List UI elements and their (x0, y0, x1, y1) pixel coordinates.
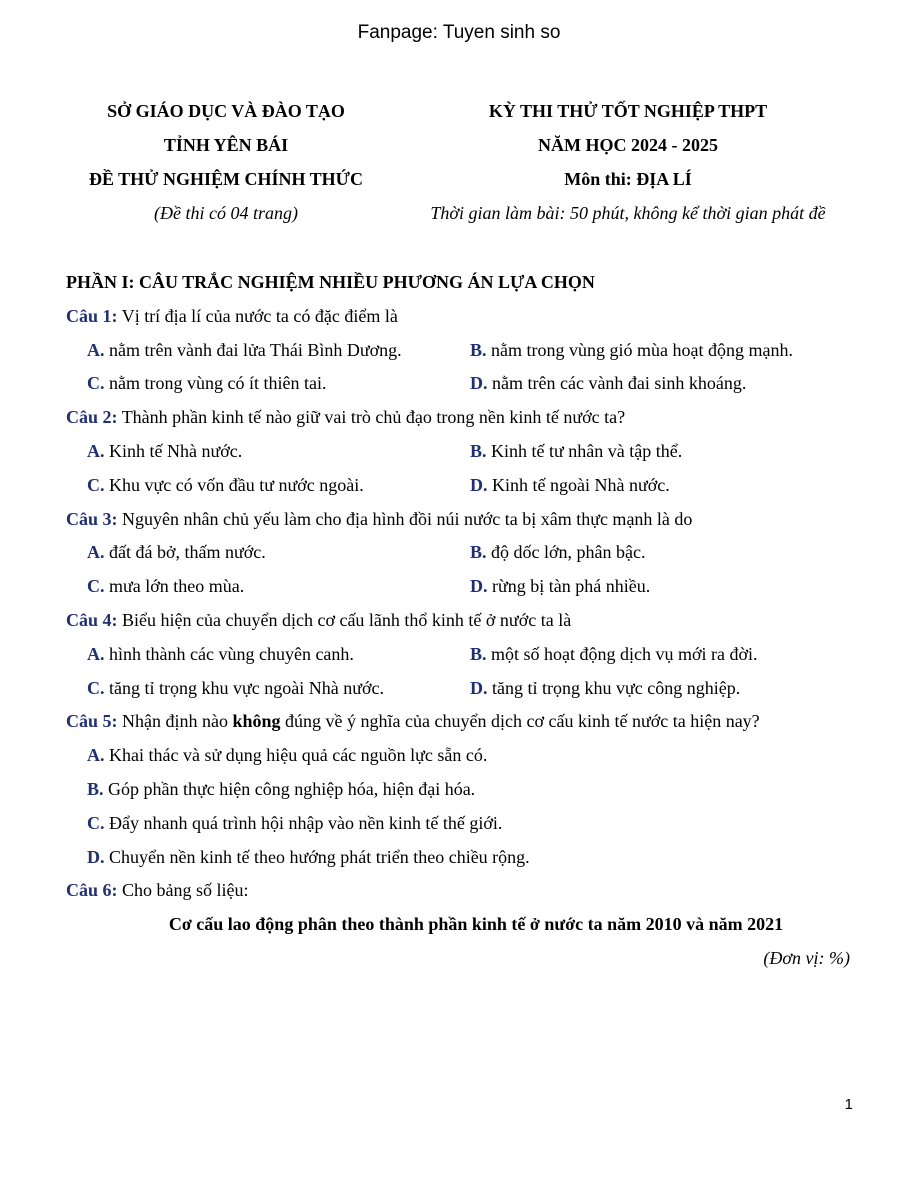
option-d (470, 570, 650, 604)
option-d (66, 841, 866, 875)
question-label: Câu 2: (66, 407, 118, 428)
table-unit: (Đơn vị: %) (763, 947, 850, 968)
option-row (66, 435, 866, 469)
option-text: Đẩy nhanh quá trình hội nhập vào nền kinh tế thế giới. (104, 812, 503, 833)
option-d (470, 469, 670, 503)
header-right (408, 94, 848, 230)
option-a (66, 739, 866, 773)
option-a (87, 334, 470, 368)
option-letter: C. (87, 373, 105, 394)
table-title: Cơ cấu lao động phân theo thành phần kinh tế ở nước ta năm 2010 và năm 2021 (168, 914, 784, 935)
option-row (66, 570, 866, 604)
option-text: mưa lớn theo mùa. (104, 576, 245, 597)
option-c (66, 807, 866, 841)
option-letter: D. (470, 373, 488, 394)
option-letter: D. (470, 474, 488, 495)
exam-content (66, 266, 866, 976)
option-d (470, 672, 740, 706)
option-a (87, 536, 470, 570)
option-text: Chuyển nền kinh tế theo hướng phát triển theo chiều rộng. (104, 846, 530, 867)
option-row (66, 638, 866, 672)
option-d (470, 367, 746, 401)
question-label: Câu 4: (66, 609, 118, 630)
option-letter: C. (87, 576, 105, 597)
header-left (66, 94, 386, 230)
option-letter: A. (87, 339, 105, 360)
option-row (66, 334, 866, 368)
question-4 (66, 604, 866, 638)
option-b (66, 773, 866, 807)
option-text: Góp phần thực hiện công nghiệp hóa, hiện đại hóa. (103, 778, 476, 799)
part-title: PHẦN I: CÂU TRẮC NGHIỆM NHIỀU PHƯƠNG ÁN LỰA CHỌN (66, 272, 595, 292)
question-label: Câu 3: (66, 508, 118, 529)
option-text: Khu vực có vốn đầu tư nước ngoài. (104, 474, 364, 495)
option-b (470, 638, 758, 672)
option-row (66, 672, 866, 706)
option-text: tăng tỉ trọng khu vực ngoài Nhà nước. (104, 677, 384, 698)
option-text: nằm trong vùng có ít thiên tai. (104, 373, 327, 394)
fanpage-header: Fanpage: Tuyen sinh so (357, 22, 561, 43)
option-a (87, 638, 470, 672)
option-a (87, 435, 470, 469)
question-text: Biểu hiện của chuyển dịch cơ cấu lãnh thổ kinh tế ở nước ta là (117, 609, 572, 630)
department-name: SỞ GIÁO DỤC VÀ ĐÀO TẠO (107, 101, 345, 121)
option-text: nằm trên vành đai lửa Thái Bình Dương. (104, 339, 402, 360)
option-text: Khai thác và sử dụng hiệu quả các nguồn lực sẵn có. (104, 745, 488, 766)
subject-line (408, 162, 848, 196)
question-text: Thành phần kinh tế nào giữ vai trò chủ đạo trong nền kinh tế nước ta? (117, 407, 626, 428)
question-text: đúng về ý nghĩa của chuyển dịch cơ cấu kinh tế nước ta hiện nay? (280, 711, 760, 732)
option-letter: D. (87, 846, 105, 867)
province-name: TỈNH YÊN BÁI (163, 135, 289, 155)
school-year: NĂM HỌC 2024 - 2025 (538, 135, 718, 155)
question-5 (66, 705, 866, 739)
option-letter: A. (87, 542, 105, 563)
option-letter: D. (470, 576, 488, 597)
option-text: độ dốc lớn, phân bậc. (486, 542, 646, 563)
option-letter: B. (470, 440, 487, 461)
question-text: Vị trí địa lí của nước ta có đặc điểm là (117, 305, 398, 326)
option-text: đất đá bở, thấm nước. (104, 542, 266, 563)
option-c (87, 367, 470, 401)
option-letter: C. (87, 812, 105, 833)
option-letter: A. (87, 643, 105, 664)
option-letter: C. (87, 474, 105, 495)
option-text: rừng bị tàn phá nhiều. (487, 576, 651, 597)
question-6 (66, 874, 866, 908)
page-number: 1 (844, 1096, 853, 1113)
option-text: tăng tỉ trọng khu vực công nghiệp. (487, 677, 741, 698)
option-row (66, 536, 866, 570)
option-text: Kinh tế ngoài Nhà nước. (487, 474, 670, 495)
option-c (87, 469, 470, 503)
question-text: Cho bảng số liệu: (117, 880, 249, 901)
question-3 (66, 503, 866, 537)
question-2 (66, 401, 866, 435)
option-letter: A. (87, 440, 105, 461)
option-letter: C. (87, 677, 105, 698)
option-letter: B. (87, 778, 104, 799)
time-note: Thời gian làm bài: 50 phút, không kể thời gian phát đề (430, 203, 826, 223)
question-label: Câu 1: (66, 305, 118, 326)
question-1 (66, 300, 866, 334)
option-b (470, 334, 793, 368)
option-text: Kinh tế tư nhân và tập thể. (486, 440, 683, 461)
option-c (87, 672, 470, 706)
question-emphasis: không (232, 711, 281, 732)
question-label: Câu 6: (66, 880, 118, 901)
option-text: một số hoạt động dịch vụ mới ra đời. (486, 643, 758, 664)
option-letter: B. (470, 542, 487, 563)
subject-prefix: Môn thi: (564, 169, 637, 189)
question-text: Nguyên nhân chủ yếu làm cho địa hình đồi núi nước ta bị xâm thực mạnh là do (117, 508, 693, 529)
option-letter: B. (470, 339, 487, 360)
option-row (66, 367, 866, 401)
exam-title: KỲ THI THỬ TỐT NGHIỆP THPT (488, 101, 768, 121)
option-text: nằm trên các vành đai sinh khoáng. (487, 373, 747, 394)
subject-name: ĐỊA LÍ (636, 169, 692, 189)
question-text: Nhận định nào (117, 711, 233, 732)
option-letter: A. (87, 745, 105, 766)
option-c (87, 570, 470, 604)
option-text: Kinh tế Nhà nước. (104, 440, 243, 461)
option-letter: D. (470, 677, 488, 698)
option-row (66, 469, 866, 503)
option-text: nằm trong vùng gió mùa hoạt động mạnh. (486, 339, 793, 360)
option-b (470, 536, 646, 570)
option-text: hình thành các vùng chuyên canh. (104, 643, 354, 664)
question-label: Câu 5: (66, 711, 118, 732)
option-b (470, 435, 682, 469)
exam-type: ĐỀ THỬ NGHIỆM CHÍNH THỨC (88, 169, 364, 189)
option-letter: B. (470, 643, 487, 664)
page-count-note: (Đề thi có 04 trang) (154, 203, 298, 223)
